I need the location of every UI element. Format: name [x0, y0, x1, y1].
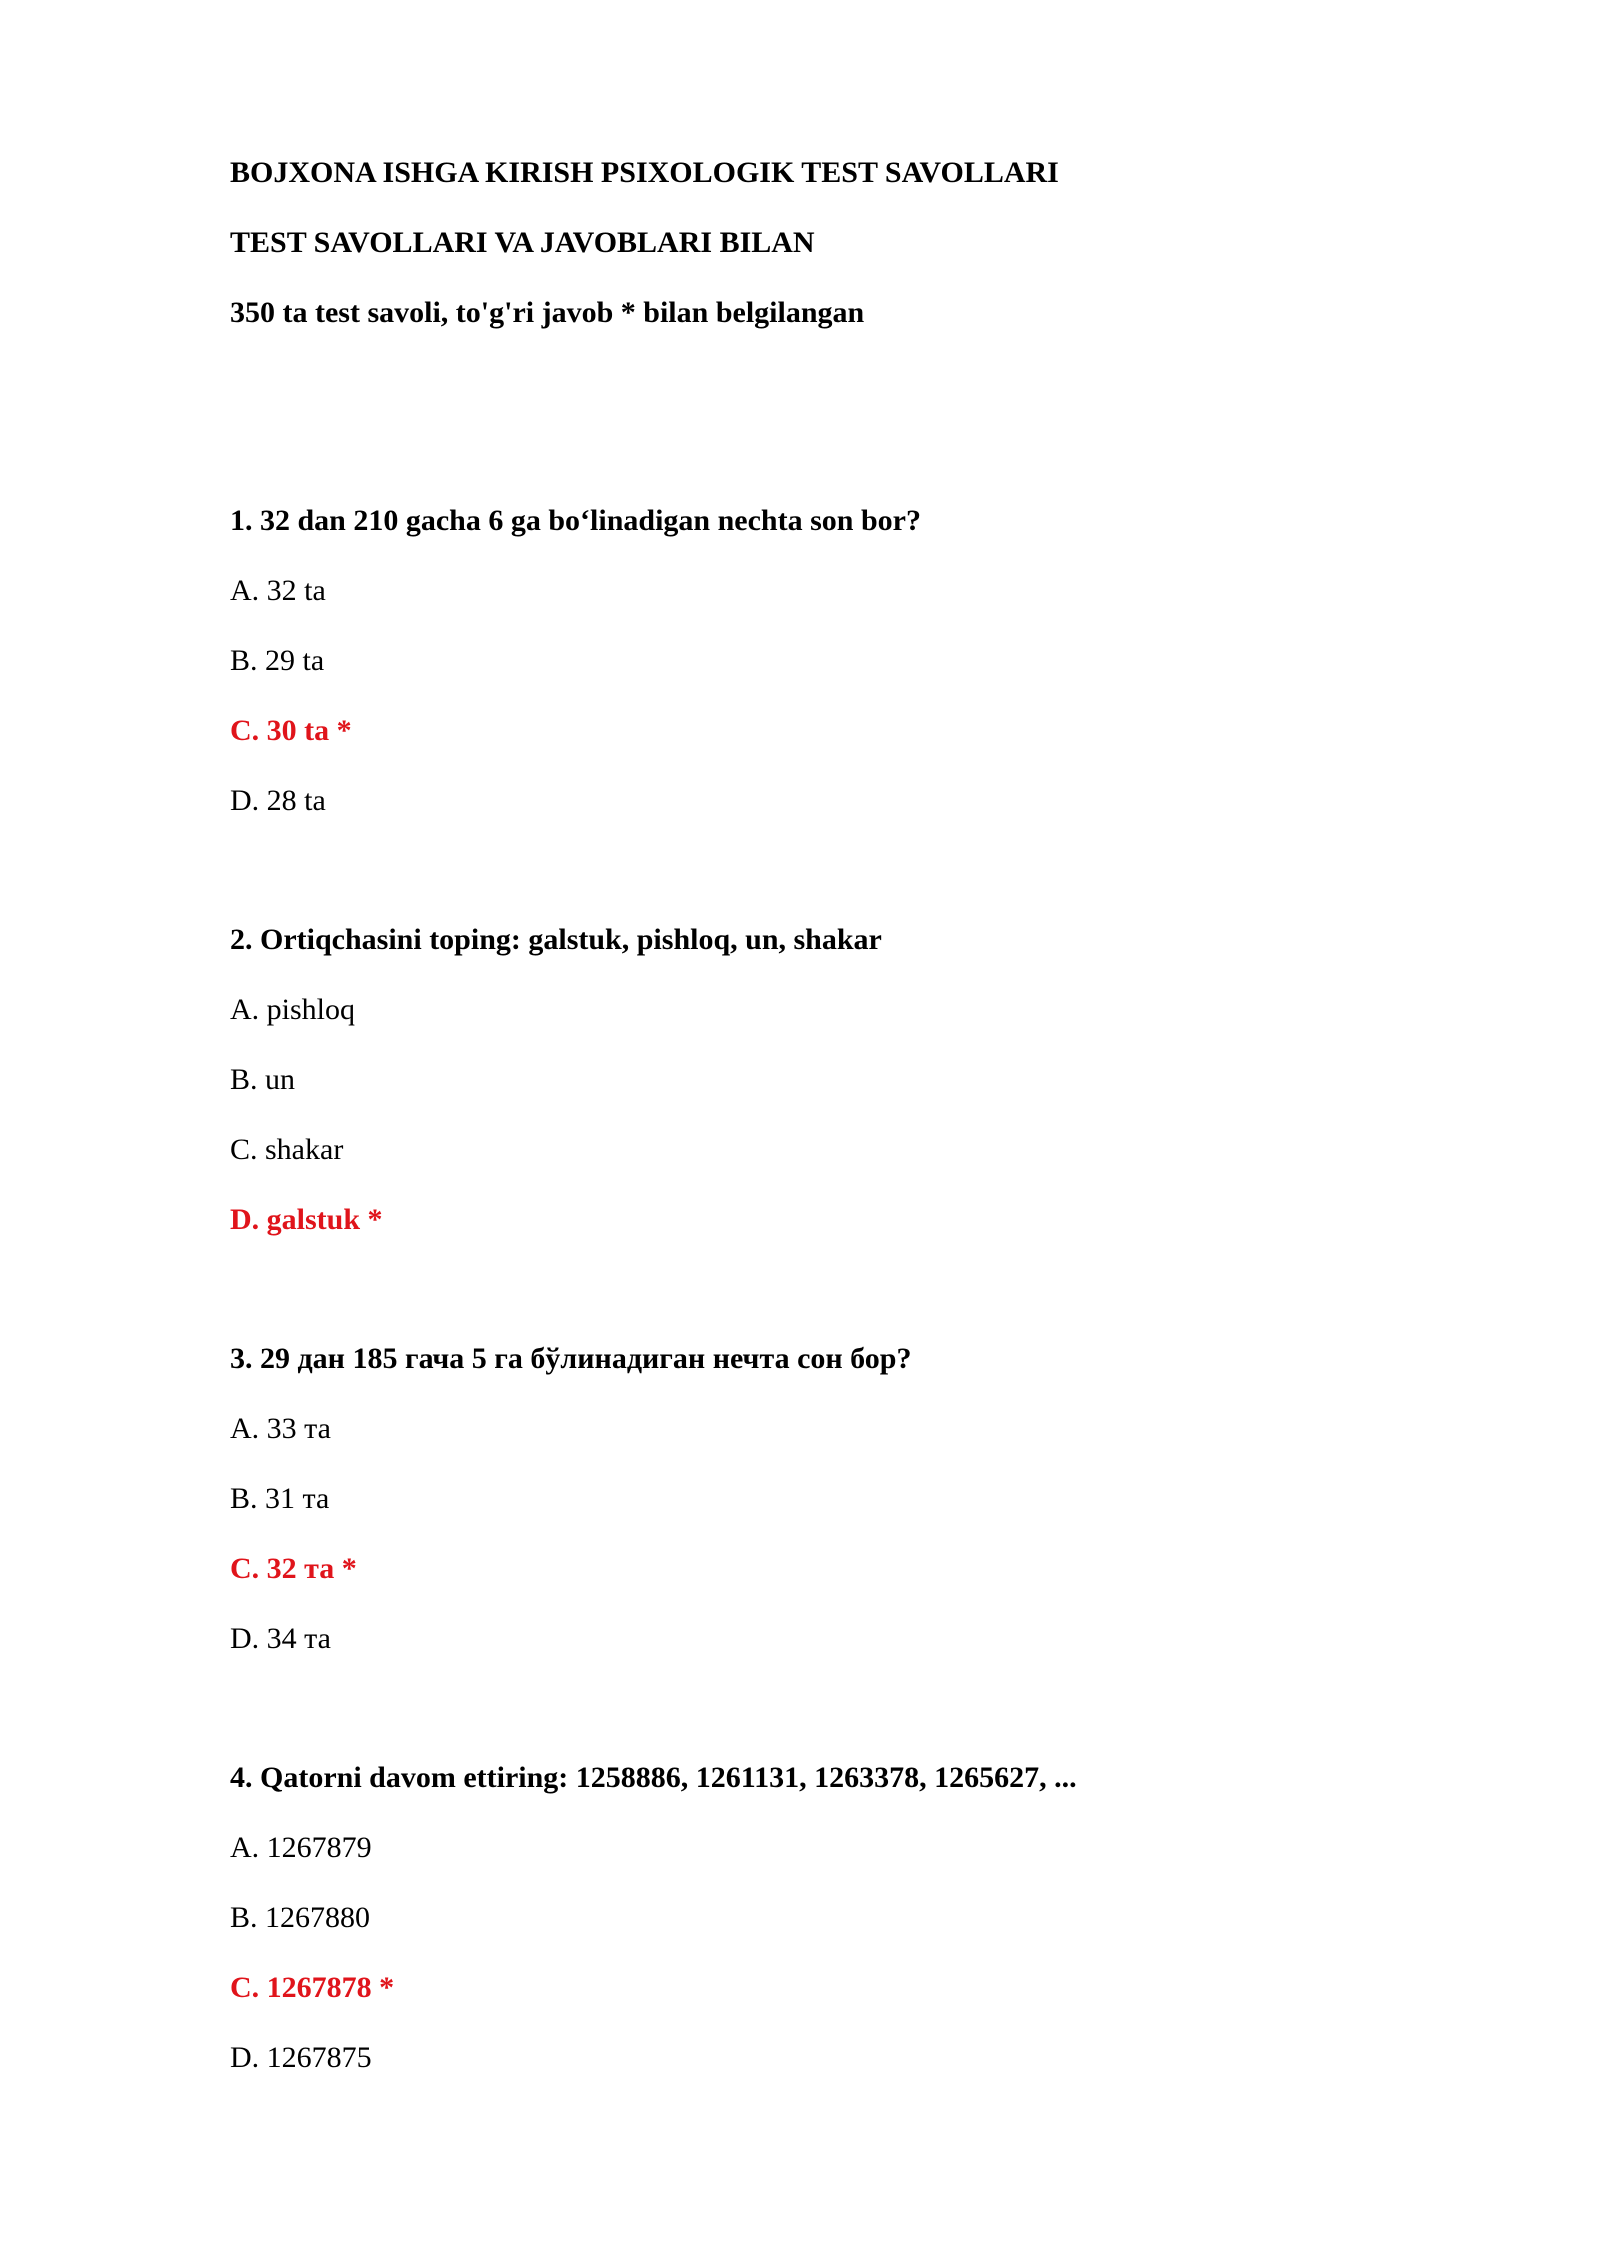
question-4-option-b: B. 1267880 [230, 1901, 371, 1934]
question-2-option-a: A. pishloq [230, 993, 356, 1026]
question-4-option-a: A. 1267879 [230, 1831, 372, 1864]
question-1-option-d: D. 28 ta [230, 784, 326, 817]
question-1-option-b: B. 29 ta [230, 644, 325, 677]
question-2: 2. Ortiqchasini toping: galstuk, pishloq, un, shakar [230, 923, 882, 956]
question-1: 1. 32 dan 210 gacha 6 ga bo‘linadigan nechta son bor? [230, 504, 921, 537]
question-2-option-b: B. un [230, 1063, 296, 1096]
question-3-option-b: B. 31 та [230, 1482, 330, 1515]
question-3-option-a: A. 33 та [230, 1412, 331, 1445]
question-4-option-c-correct: C. 1267878 * [230, 1971, 395, 2004]
question-4-option-d: D. 1267875 [230, 2041, 372, 2074]
document-note: 350 ta test savoli, to'g'ri javob * bilan belgilangan [230, 296, 865, 329]
question-1-option-a: A. 32 ta [230, 574, 326, 607]
question-1-option-c-correct: C. 30 ta * [230, 714, 352, 747]
question-3-option-d: D. 34 та [230, 1622, 331, 1655]
question-3-option-c-correct: C. 32 та * [230, 1552, 357, 1585]
document-title: BOJXONA ISHGA KIRISH PSIXOLOGIK TEST SAVOLLARI [230, 156, 1059, 189]
question-4: 4. Qatorni davom ettiring: 1258886, 1261131, 1263378, 1265627, ... [230, 1761, 1077, 1794]
question-2-option-d-correct: D. galstuk * [230, 1203, 383, 1236]
question-2-option-c: C. shakar [230, 1133, 344, 1166]
question-3: 3. 29 дан 185 гача 5 га бўлинадиган нечта сон бор? [230, 1342, 912, 1375]
document-subtitle: TEST SAVOLLARI VA JAVOBLARI BILAN [230, 226, 815, 259]
